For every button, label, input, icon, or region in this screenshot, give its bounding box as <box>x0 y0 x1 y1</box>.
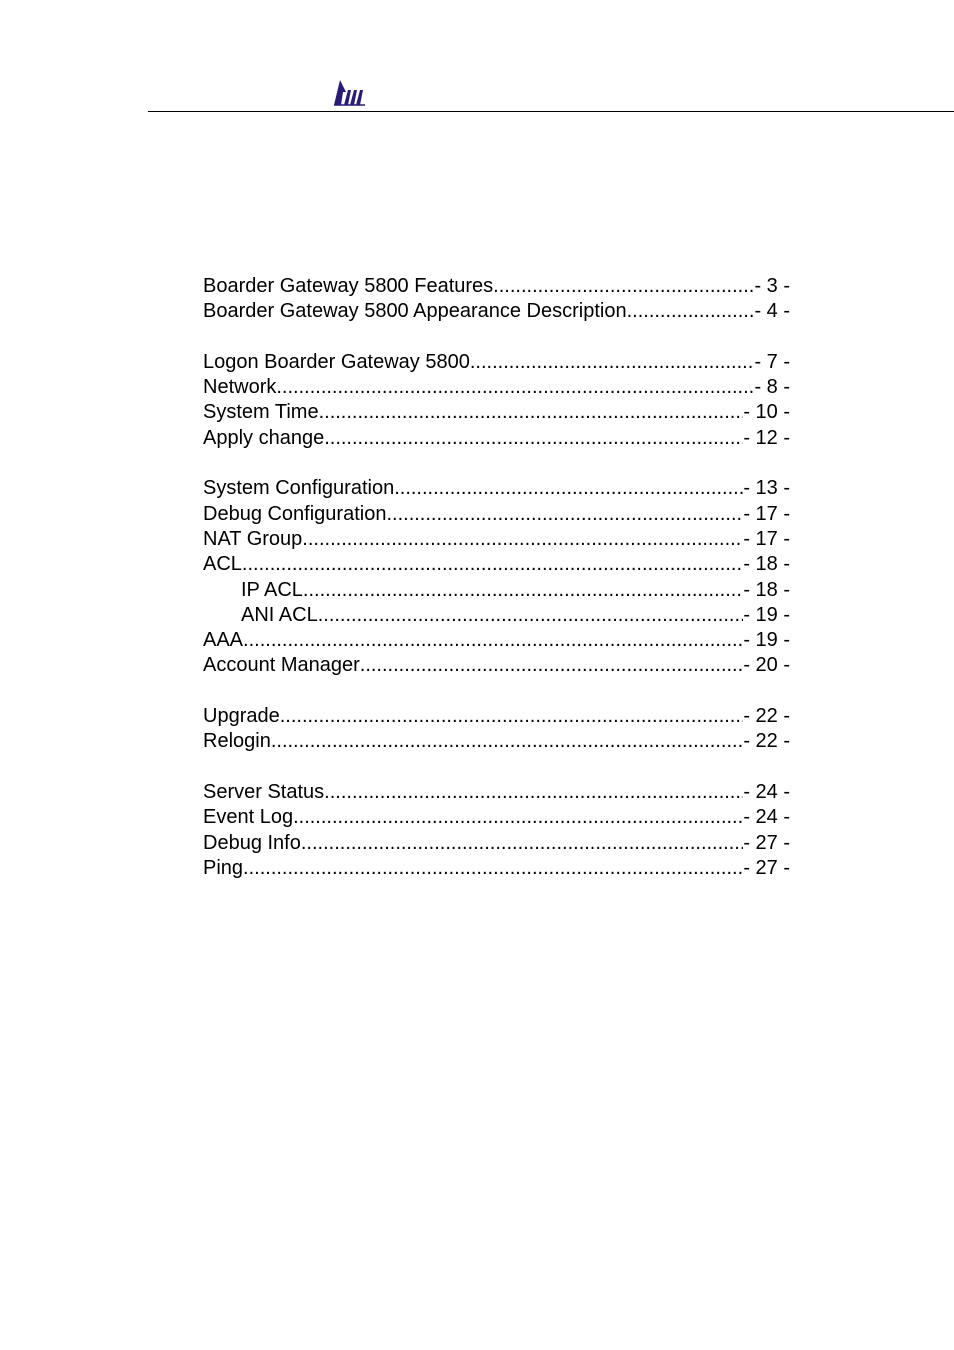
toc-entry[interactable]: Debug Configuration ..... - 17 - <box>203 502 790 527</box>
toc-subentry[interactable]: IP ACL ..... - 18 - <box>203 578 790 603</box>
toc-entry[interactable]: ACL ..... - 18 - <box>203 552 790 577</box>
toc-entry[interactable]: Ping ..... - 27 - <box>203 856 790 881</box>
company-logo-icon <box>331 78 367 108</box>
toc-entry[interactable]: Apply change ..... - 12 - <box>203 426 790 451</box>
toc-entry[interactable]: Logon Boarder Gateway 5800 ..... - 7 - <box>203 350 790 375</box>
table-of-contents <box>203 274 790 881</box>
toc-entry[interactable]: System Configuration ..... - 13 - <box>203 476 790 501</box>
toc-entry[interactable]: Debug Info ..... - 27 - <box>203 831 790 856</box>
header-rule <box>148 111 954 112</box>
toc-entry[interactable]: Event Log ..... - 24 - <box>203 805 790 830</box>
toc-entry[interactable]: NAT Group ..... - 17 - <box>203 527 790 552</box>
toc-entry[interactable]: System Time ..... - 10 - <box>203 400 790 425</box>
toc-entry[interactable]: Upgrade ..... - 22 - <box>203 704 790 729</box>
toc-subentry[interactable]: ANI ACL ..... - 19 - <box>203 603 790 628</box>
toc-entry[interactable]: Relogin ..... - 22 - <box>203 729 790 754</box>
toc-entry[interactable]: Boarder Gateway 5800 Appearance Description ..... - 4 - <box>203 299 790 324</box>
toc-entry[interactable]: Account Manager ..... - 20 - <box>203 653 790 678</box>
toc-entry[interactable]: AAA ..... - 19 - <box>203 628 790 653</box>
toc-entry[interactable]: Boarder Gateway 5800 Features ..... - 3 - <box>203 274 790 299</box>
toc-entry[interactable]: Network ..... - 8 - <box>203 375 790 400</box>
toc-entry[interactable]: Server Status ..... - 24 - <box>203 780 790 805</box>
